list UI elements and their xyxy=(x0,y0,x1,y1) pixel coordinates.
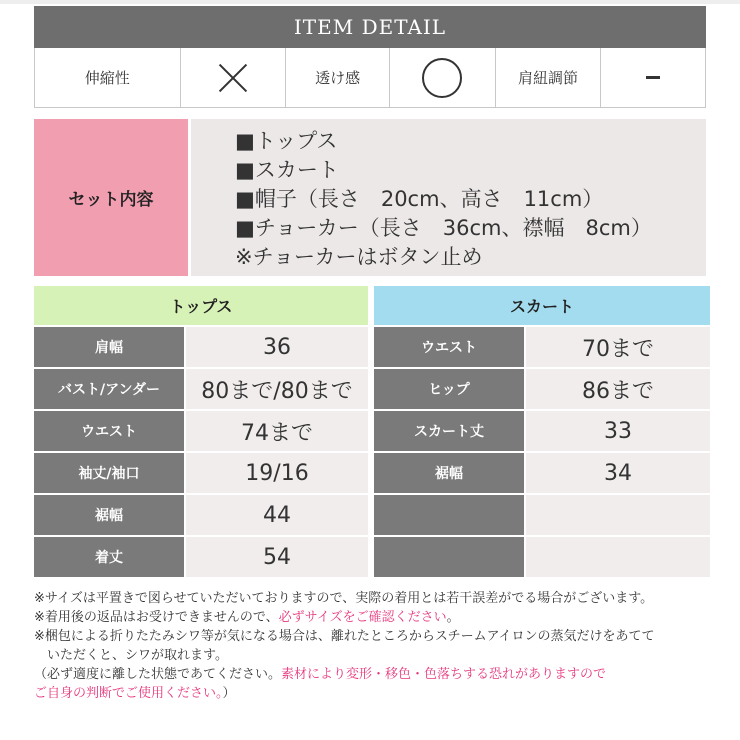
note-highlight: ご自身の判断でご使用ください。 xyxy=(34,686,223,701)
shoulder-strap-value xyxy=(601,48,705,107)
tops-header: トップス xyxy=(34,286,368,325)
skirt-row-value xyxy=(526,495,710,535)
notes xyxy=(34,589,724,703)
table-row xyxy=(34,369,710,409)
tops-row-value: 54 xyxy=(186,537,368,577)
item-detail-header: ITEM DETAIL xyxy=(34,6,706,48)
set-item: ■帽子（長さ 20cm、高さ 11cm） xyxy=(235,187,604,211)
set-item: ■チョーカー（長さ 36cm、襟幅 8cm） xyxy=(235,216,652,240)
skirt-row-value xyxy=(526,537,710,577)
tops-row-value: 36 xyxy=(186,327,368,367)
table-row xyxy=(34,327,710,367)
tops-row-label: 着丈 xyxy=(34,537,184,577)
note-highlight: 素材により変形・移色・色落ちする恐れがありますので xyxy=(281,667,607,682)
dash-mark-icon xyxy=(646,76,660,79)
tops-row-label: ウエスト xyxy=(34,411,184,451)
skirt-row-value: 33 xyxy=(526,411,710,451)
note-line xyxy=(34,684,724,703)
note-line: ※サイズは平置きで図らせていただいておりますので、実際の着用とは若干誤差がでる場合がございます。 xyxy=(34,591,654,606)
top-divider xyxy=(0,0,740,4)
note-line xyxy=(34,665,724,684)
note-text: ※着用後の返品はお受けできませんので、 xyxy=(34,610,279,625)
skirt-row-label: スカート丈 xyxy=(374,411,524,451)
set-item: ■スカート xyxy=(235,158,339,182)
table-row xyxy=(34,495,710,535)
note-text: （必ず適度に離した状態であてください。 xyxy=(34,667,282,682)
properties-row xyxy=(34,48,706,108)
see-through-value xyxy=(390,48,496,107)
skirt-row-label xyxy=(374,537,524,577)
tops-row-label: バスト/アンダー xyxy=(34,369,184,409)
stretch-label: 伸縮性 xyxy=(35,48,181,107)
table-row xyxy=(34,453,710,493)
note-line: ※梱包による折りたたみシワ等が気になる場合は、離れたところからスチームアイロンの蒸気だけをあてて xyxy=(34,629,655,644)
circle-mark-icon xyxy=(422,58,462,98)
size-table-header xyxy=(34,286,710,325)
tops-row-label: 袖丈/袖口 xyxy=(34,453,184,493)
set-item: ※チョーカーはボタン止め xyxy=(235,245,483,269)
shoulder-strap-label: 肩紐調節 xyxy=(496,48,602,107)
skirt-row-label: ヒップ xyxy=(374,369,524,409)
see-through-label: 透け感 xyxy=(286,48,390,107)
skirt-row-label xyxy=(374,495,524,535)
set-contents xyxy=(34,119,706,276)
stretch-value xyxy=(181,48,287,107)
set-contents-list xyxy=(191,119,706,276)
table-row xyxy=(34,537,710,577)
set-item: ■トップス xyxy=(235,129,338,153)
skirt-row-label: 裾幅 xyxy=(374,453,524,493)
tops-row-label: 裾幅 xyxy=(34,495,184,535)
tops-row-label: 肩幅 xyxy=(34,327,184,367)
tops-row-value: 44 xyxy=(186,495,368,535)
cross-mark-icon xyxy=(216,61,250,95)
size-table xyxy=(34,286,710,577)
skirt-row-value: 86まで xyxy=(526,369,710,409)
set-contents-label: セット内容 xyxy=(34,119,188,276)
skirt-row-value: 70まで xyxy=(526,327,710,367)
skirt-header: スカート xyxy=(374,286,710,325)
skirt-row-value: 34 xyxy=(526,453,710,493)
note-text: ） xyxy=(222,686,236,701)
tops-row-value: 19/16 xyxy=(186,453,368,493)
skirt-row-label: ウエスト xyxy=(374,327,524,367)
tops-row-value: 80まで/80まで xyxy=(186,369,368,409)
table-row xyxy=(34,411,710,451)
note-line: いただくと、シワが取れます。 xyxy=(34,648,228,663)
note-highlight: 必ずサイズをご確認ください xyxy=(278,610,447,625)
tops-row-value: 74まで xyxy=(186,411,368,451)
note-line xyxy=(34,608,724,627)
note-text: 。 xyxy=(446,610,460,625)
